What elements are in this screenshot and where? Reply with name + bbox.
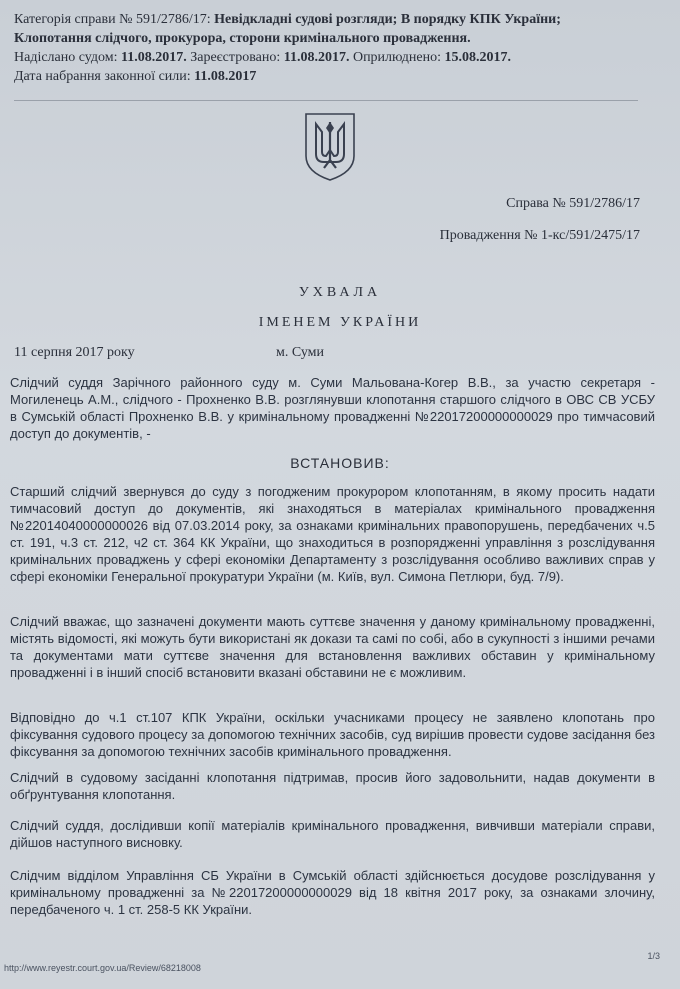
section-heading: ВСТАНОВИВ:	[290, 455, 390, 471]
published-label: Оприлюднено:	[352, 50, 441, 65]
paragraph-investigation: Слідчим відділом Управління СБ України в Сумській області здійснюється досудове розслідування у кримінальному провадженні за №22017200000000029 від 18 квітня 2017 року, за ознаками злочину, передбаченого ч. 1 ст. 258-5 КК України.	[10, 868, 655, 917]
effective-date: 11.08.2017	[194, 69, 257, 84]
category-value: Невідкладні судові розгляди; В порядку КПК України;	[214, 12, 561, 27]
category-value-2: Клопотання слідчого, прокурора, сторони кримінального провадження.	[14, 31, 471, 46]
sent-label: Надіслано судом:	[14, 50, 118, 65]
dates-line	[14, 48, 664, 67]
published-date: 15.08.2017.	[444, 50, 511, 65]
paragraph-conclusion: Слідчий суддя, дослідивши копії матеріалів кримінального провадження, вивчивши матеріали справи, дійшов наступного висновку.	[10, 818, 655, 850]
document-header	[14, 10, 664, 86]
proceeding-number: Провадження № 1-кс/591/2475/17	[439, 228, 640, 243]
paragraph-procedure: Відповідно до ч.1 ст.107 КПК України, оскільки учасниками процесу не заявлено клопотань про фіксування судового процесу за допомогою технічних засобів, суд вирішив провести судове засідання без фіксування за допомогою технічних засобів кримінального провадження.	[10, 710, 655, 759]
registered-date: 11.08.2017.	[283, 50, 350, 65]
category-line	[14, 10, 664, 29]
case-number: Справа № 591/2786/17	[506, 196, 640, 211]
header-divider	[14, 100, 638, 101]
category-line-2	[14, 29, 664, 48]
intro-paragraph: Слідчий суддя Зарічного районного суду м. Суми Мальована-Когер В.В., за участю секретаря - Могиленець А.М., слідчого - Прохненко В.В. розглянувши клопотання старшого слідчого в ОВС СВ УСБУ в Сумській області Прохненко В.В. у кримінальному провадженні №22017200000000029 про тимчасовий доступ до документів, -	[10, 375, 655, 441]
document-title: УХВАЛА	[298, 285, 382, 300]
trident-emblem-icon	[302, 110, 358, 182]
page-number: 1/3	[647, 951, 660, 961]
paragraph-request: Старший слідчий звернувся до суду з погодженим прокурором клопотанням, в якому просить надати тимчасовий доступ до документів, які знаходяться в матеріалах кримінального провадження №22014040000000026 від 07.03.2014 року, за ознаками кримінальних правопорушень, передбачених ч.5 ст. 191, ч.3 ст. 212, ч2 ст. 364 КК України, що знаходиться в розпорядженні управління з розслідування кримінальних проваджень у сфері економіки Департаменту з розслідування особливо важливих справ у сфері економіки Генеральної прокуратури України (м. Київ, вул. Симона Петлюри, буд. 7/9).	[10, 484, 655, 584]
effective-line	[14, 67, 664, 86]
ruling-date: 11 серпня 2017 року	[14, 345, 135, 360]
paragraph-hearing: Слідчий в судовому засіданні клопотання підтримав, просив його задовольнити, надав документи в обґрунтування клопотання.	[10, 770, 655, 802]
effective-label: Дата набрання законної сили:	[14, 69, 191, 84]
source-url: http://www.reyestr.court.gov.ua/Review/68218008	[4, 963, 201, 973]
registered-label: Зареєстровано:	[190, 50, 281, 65]
paragraph-investigator-opinion: Слідчий вважає, що зазначені документи мають суттєве значення у даному кримінальному провадженні, містять відомості, які можуть бути використані як докази та самі по собі, або в сукупності з іншими речами та документами мати суттєве значення для встановлення важливих обставин у кримінальному провадженні і в інший спосіб встановити вказані обставини не є можливим.	[10, 614, 655, 680]
ruling-city: м. Суми	[276, 345, 325, 360]
document-subtitle: ІМЕНЕМ УКРАЇНИ	[258, 315, 422, 330]
category-label: Категорія справи № 591/2786/17:	[14, 12, 211, 27]
sent-date: 11.08.2017.	[121, 50, 187, 65]
